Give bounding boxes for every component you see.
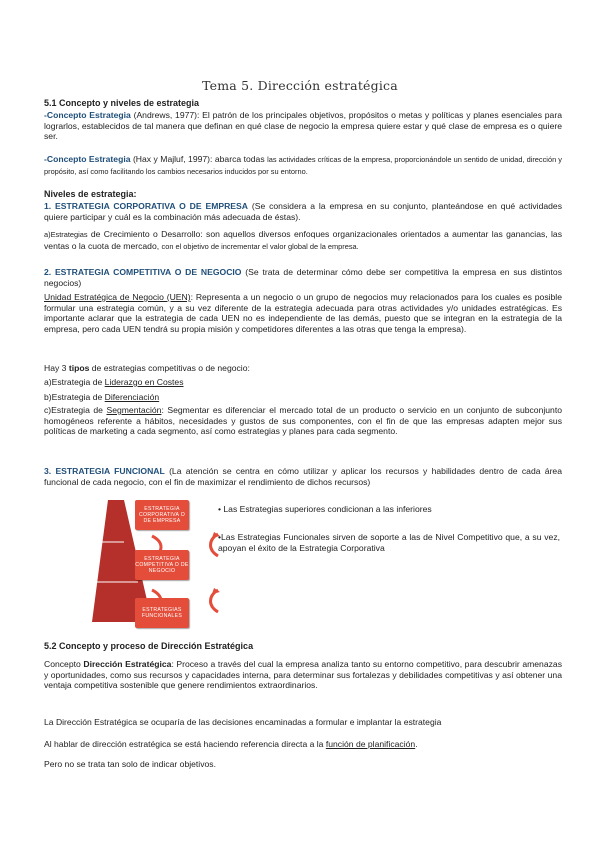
- text-underline: Segmentación: [106, 405, 162, 415]
- heading-text: 5.1 Concepto y niveles de estrategia: [44, 98, 200, 108]
- box-estrategia-competitiva: ESTRATEGIA COMPETITIVA O DE NEGOCIO: [135, 550, 189, 580]
- tipo-c: [44, 405, 562, 437]
- text: Al hablar de dirección estratégica se está haciendo referencia directa a la: [44, 739, 326, 749]
- nivel-1-corporativa: [44, 201, 562, 222]
- text: Concepto: [44, 659, 84, 669]
- diagram-bullet-1: • Las Estrategias superiores condicionan a las inferiores: [218, 504, 432, 514]
- text: de estrategias competitivas o de negocio:: [89, 363, 250, 373]
- concept-label: -Concepto Estrategia: [44, 110, 131, 120]
- text-bold: Dirección Estratégica: [83, 659, 172, 669]
- sub-label: a)Estrategias: [44, 230, 88, 239]
- text: a)Estrategia de: [44, 377, 105, 387]
- tipos-intro: [44, 363, 562, 374]
- text-underline: Liderazgo en Costes: [104, 377, 184, 387]
- uen-label: Unidad Estratégica de Negocio (UEN): [44, 292, 191, 302]
- concept-andrews: [44, 110, 562, 142]
- text: c)Estrategia de: [44, 405, 107, 415]
- concept-label: -Concepto Estrategia: [44, 154, 131, 164]
- nivel-3-funcional: [44, 466, 562, 487]
- text: : Segmentar es diferenciar el mercado total de un producto o servicio en un conjunto de subconjunto homogéneos referente a hábitos, necesidades y gustos de sus componentes, con el fin de que las empresas adapten mejor sus políticas de marketing a cada segmento, así como estrategias y planes para cada segmento.: [44, 405, 562, 437]
- nivel-2-competitiva: [44, 267, 562, 288]
- nivel-label: 2. ESTRATEGIA COMPETITIVA O DE NEGOCIO: [44, 267, 242, 277]
- section-5-1-heading: [44, 98, 562, 109]
- direccion-estrategica-concept: [44, 659, 562, 691]
- text: .: [415, 739, 418, 749]
- uen-definition: [44, 292, 562, 334]
- paragraph-formular: La Dirección Estratégica se ocuparía de las decisiones encaminadas a formular e implantar la estrategia: [44, 717, 442, 727]
- nivel-text: (Se considera a la empresa en su conjunto, planteándose en qué actividades quiere participar y cuál es la combinación más adecuada de éstas).: [44, 201, 562, 222]
- heading-text: 5.2 Concepto y proceso de Dirección Estratégica: [44, 641, 254, 651]
- section-5-2-heading: [44, 641, 562, 652]
- concept-text: (Andrews, 1977): El patrón de los principales objetivos, propósitos o metas y políticas y planes esenciales para lograrlos, establecidos de tal manera que definan en qué clase de negocio la empresa quiere estar y qué clase de empresa es o quiere ser.: [44, 110, 562, 142]
- tipo-a: [44, 377, 562, 388]
- nivel-label: 3. ESTRATEGIA FUNCIONAL: [44, 466, 165, 476]
- uen-text: : Representa a un negocio o un grupo de negocios muy relacionados para los cuales es posible formular una estrategia común, y a su vez diferente de la estrategia adecuada para otras actividades y/o unidades estratégicas. Es importante aclarar que la estrategia de cada UEN no es independiente de las demás, puesto que se integran en la estrategia de la empresa, pero cada UEN tendrá su propia misión y competidores diferentes a las otras que tenga la empresa).: [44, 292, 562, 334]
- paragraph-planificacion: [44, 739, 562, 750]
- nivel-1-crecimiento: [44, 229, 562, 252]
- paragraph-objetivos: Pero no se trata tan solo de indicar objetivos.: [44, 759, 216, 769]
- concept-text-small: las actividades críticas de la empresa, proporcionándole un sentido de unidad, dirección y propósito, así como facilitando los cambios necesarios inducidos por su entorno.: [44, 155, 562, 176]
- nivel-label: 1. ESTRATEGIA CORPORATIVA O DE EMPRESA: [44, 201, 248, 211]
- nivel-text: (Se trata de determinar cómo debe ser competitiva la empresa en sus distintos negocios): [44, 267, 563, 288]
- sub-text: de Crecimiento o Desarrollo: son aquellos diversos enfoques organizacionales orientados a aumentar las ganancias, las ventas o la cuota de mercado,: [44, 229, 562, 251]
- page-title: Tema 5. Dirección estratégica: [202, 78, 398, 93]
- text: Hay 3: [44, 363, 69, 373]
- text-bold: tipos: [68, 363, 90, 373]
- nivel-text: (La atención se centra en cómo utilizar y aplicar los recursos y habilidades dentro de cada área funcional de cada negocio, con el fin de maximizar el rendimiento de dichos recursos): [44, 466, 562, 487]
- tipo-b: [44, 392, 562, 403]
- sub-text-small: con el objetivo de incrementar el valor global de la empresa.: [161, 241, 359, 251]
- box-estrategias-funcionales: ESTRATEGIAS FUNCIONALES: [135, 598, 189, 628]
- concept-text: (Hax y Majluf, 1997): abarca todas: [130, 154, 268, 164]
- text-underline: Diferenciación: [104, 392, 160, 402]
- concept-hax-majluf: [44, 154, 562, 177]
- box-estrategia-corporativa: ESTRATEGIA CORPORATIVA O DE EMPRESA: [135, 500, 189, 530]
- text-underline: función de planificación: [325, 739, 416, 749]
- text: b)Estrategia de: [44, 392, 105, 402]
- text: : Proceso a través del cual la empresa analiza tanto su entorno competitivo, para descubrir amenazas y oportunidades, como sus recursos y capacidades interna, para determinar sus fortalezas y debilidades competitivas y así obtener una ventaja competitiva sostenible que genere rendimientos extraordinarios.: [44, 659, 562, 691]
- diagram-bullet-2: •Las Estrategias Funcionales sirven de soporte a las de Nivel Competitivo que, a su vez, apoyan el éxito de la Estrategia Corporativa: [218, 532, 560, 553]
- niveles-heading: [44, 189, 562, 200]
- heading-text: Niveles de estrategia:: [44, 189, 137, 199]
